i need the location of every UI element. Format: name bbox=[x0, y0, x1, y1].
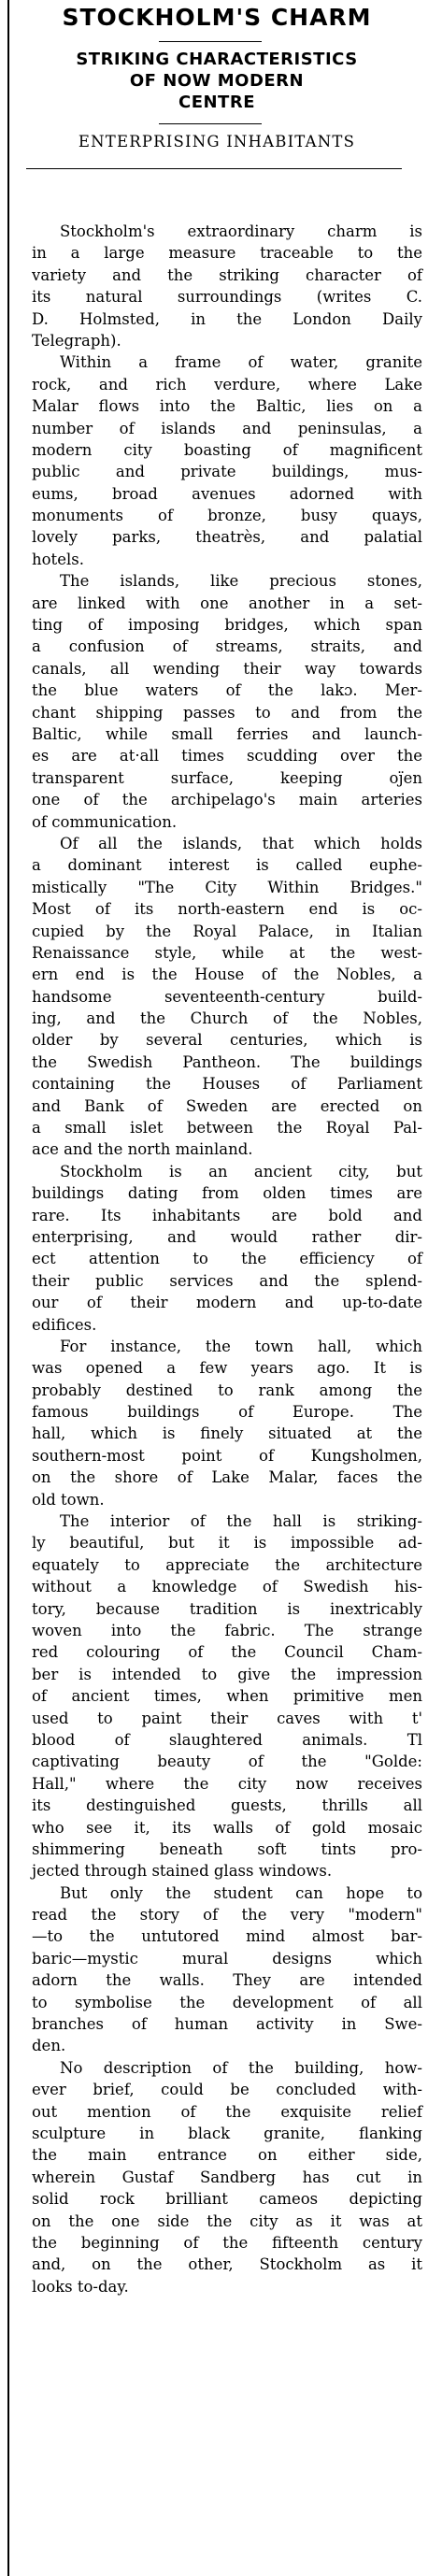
article-line: ever brief, could be concluded with- bbox=[32, 2081, 422, 2099]
article-line: woven into the fabric. The strange bbox=[32, 1622, 422, 1639]
article-line: of ancient times, when primitive men bbox=[32, 1687, 422, 1706]
article-line: red colouring of the Council Cham- bbox=[32, 1643, 422, 1662]
article-line: adorn the walls. They are intended bbox=[32, 1971, 422, 1990]
article-line: probably destined to rank among the bbox=[32, 1381, 422, 1399]
article-line: our of their modern and up-to-date bbox=[32, 1294, 422, 1312]
article-line: the Swedish Pantheon. The buildings bbox=[32, 1052, 422, 1071]
article-line: canals, all wending their way towards bbox=[32, 659, 422, 678]
article-line: their public services and the splend- bbox=[32, 1271, 422, 1290]
article-line: Renaissance style, while at the west- bbox=[32, 943, 422, 962]
article-line: chant shipping passes to and from the bbox=[32, 703, 422, 722]
article-line: baric—mystic mural designs which bbox=[32, 1949, 422, 1968]
article-line: without a knowledge of Swedish his- bbox=[32, 1578, 422, 1596]
article-line: the main entrance on either side, bbox=[32, 2146, 422, 2165]
column-rule bbox=[7, 0, 9, 2576]
article-line: Of all the islands, that which holds bbox=[60, 834, 422, 852]
article-line: one of the archipelago's main arteries bbox=[32, 791, 422, 809]
article-line: its natural surroundings (writes C. bbox=[32, 288, 422, 307]
article-line: on the shore of Lake Malar, faces the bbox=[32, 1468, 422, 1487]
subhead-line-2: OF NOW MODERN bbox=[129, 71, 305, 91]
article-line: —to the untutored mind almost bar- bbox=[32, 1927, 422, 1946]
article-line: ace and the north mainland. bbox=[32, 1140, 253, 1159]
article-line: and Bank of Sweden are erected on bbox=[32, 1096, 422, 1115]
article-line: lovely parks, theatrès, and palatial bbox=[32, 528, 422, 547]
article-line: shimmering beneath soft tints pro- bbox=[32, 1839, 422, 1858]
article-line: Most of its north-eastern end is oc- bbox=[32, 900, 422, 919]
article-line: old town. bbox=[32, 1490, 105, 1509]
article-line: monuments of bronze, busy quays, bbox=[32, 507, 422, 525]
article-line: Within a frame of water, granite bbox=[60, 353, 422, 372]
article-line: enterprising, and would rather dir- bbox=[32, 1227, 422, 1246]
article-line: ect attention to the efficiency of bbox=[32, 1250, 422, 1268]
article-line: The islands, like precious stones, bbox=[60, 572, 422, 591]
subhead-divider bbox=[159, 123, 262, 124]
article-line: transparent surface, keeping oȷ̈en bbox=[32, 768, 422, 787]
article-line: branches of human activity in Swe- bbox=[32, 2015, 422, 2034]
article-line: out mention of the exquisite relief bbox=[32, 2102, 422, 2121]
article-line: in a large measure traceable to the bbox=[32, 244, 422, 263]
article-line: southern-most point of Kungsholmen, bbox=[32, 1446, 422, 1465]
article-line: eums, broad avenues adorned with bbox=[32, 484, 422, 503]
article-line: modern city boasting of magnificent bbox=[32, 440, 422, 459]
article-line: The interior of the hall is striking- bbox=[60, 1512, 422, 1531]
article-line: buildings dating from olden times are bbox=[32, 1184, 422, 1203]
article-line: a confusion of streams, straits, and bbox=[32, 637, 422, 656]
article-line: containing the Houses of Parliament bbox=[32, 1075, 422, 1094]
article-line: D. Holmsted, in the London Daily bbox=[32, 309, 422, 328]
article-line: used to paint their caves with t' bbox=[32, 1709, 422, 1727]
article-line: are linked with one another in a set- bbox=[32, 594, 422, 612]
article-line: jected through stained glass windows. bbox=[32, 1862, 333, 1881]
article-line: captivating beauty of the "Golde: bbox=[32, 1753, 422, 1771]
article-line: No description of the building, how- bbox=[60, 2058, 422, 2077]
article-line: rare. Its inhabitants are bold and bbox=[32, 1206, 422, 1224]
article-line: ern end is the House of the Nobles, a bbox=[32, 966, 422, 984]
article-line: wherein Gustaf Sandberg has cut in bbox=[32, 2168, 422, 2186]
article-line: Baltic, while small ferries and launch- bbox=[32, 724, 422, 743]
article-line: ly beautiful, but it is impossible ad- bbox=[32, 1534, 422, 1553]
article-line: Stockholm's extraordinary charm is bbox=[60, 222, 422, 240]
article-line: ting of imposing bridges, which span bbox=[32, 616, 422, 635]
article-line: hall, which is finely situated at the bbox=[32, 1424, 422, 1443]
article-line: to symbolise the development of all bbox=[32, 1993, 422, 2011]
article-line: was opened a few years ago. It is bbox=[32, 1359, 422, 1378]
article-line: equately to appreciate the architecture bbox=[32, 1555, 422, 1574]
headline-divider bbox=[159, 41, 262, 42]
article-line: blood of slaughtered animals. Tl bbox=[32, 1730, 422, 1749]
article-line: number of islands and peninsulas, a bbox=[32, 419, 422, 437]
headline: STOCKHOLM'S CHARM bbox=[62, 4, 372, 31]
subhead-line-1: STRIKING CHARACTERISTICS bbox=[76, 50, 358, 69]
article-line: ber is intended to give the impression bbox=[32, 1665, 422, 1683]
article-line: Stockholm is an ancient city, but bbox=[60, 1162, 422, 1181]
article-line: handsome seventeenth-century build- bbox=[32, 987, 422, 1006]
article-line: Hall," where the city now receives bbox=[32, 1774, 422, 1793]
article-line: a dominant interest is called euphe- bbox=[32, 856, 422, 875]
article-line: For instance, the town hall, which bbox=[60, 1337, 422, 1355]
article-line: es are at·all times scudding over the bbox=[32, 747, 422, 766]
article-line: read the story of the very "modern" bbox=[32, 1906, 422, 1925]
article-body bbox=[32, 221, 422, 2297]
article-line: mistically "The City Within Bridges." bbox=[32, 878, 422, 896]
article-line: and, on the other, Stockholm as it bbox=[32, 2255, 422, 2274]
article-line: famous buildings of Europe. The bbox=[32, 1403, 422, 1422]
article-line: of communication. bbox=[32, 812, 178, 831]
article-line: variety and the striking character of bbox=[32, 265, 422, 284]
article-line: the blue waters of the lakɔ. Mer- bbox=[32, 681, 422, 700]
article-line: edifices. bbox=[32, 1315, 97, 1334]
article-line: public and private buildings, mus- bbox=[32, 463, 422, 481]
article-line: a small islet between the Royal Pal- bbox=[32, 1119, 422, 1138]
article-line: cupied by the Royal Palace, in Italian bbox=[32, 922, 422, 940]
article-line: on the one side the city as it was at bbox=[32, 2211, 422, 2230]
article-line: looks to-day. bbox=[32, 2277, 129, 2296]
subhead-line-3: CENTRE bbox=[178, 93, 255, 112]
article-line: solid rock brilliant cameos depicting bbox=[32, 2190, 422, 2209]
article-line: ing, and the Church of the Nobles, bbox=[32, 1009, 422, 1028]
article-line: Telegraph). bbox=[32, 331, 121, 350]
section-head: ENTERPRISING INHABITANTS bbox=[78, 133, 356, 150]
article-line: Malar flows into the Baltic, lies on a bbox=[32, 397, 422, 416]
article-line: den. bbox=[32, 2037, 66, 2055]
article-line: sculpture in black granite, flanking bbox=[32, 2124, 422, 2142]
article-line: the beginning of the fifteenth century bbox=[32, 2233, 422, 2252]
section-divider bbox=[26, 168, 402, 169]
article-line: who see it, its walls of gold mosaic bbox=[32, 1818, 422, 1837]
article-line: older by several centuries, which is bbox=[32, 1031, 422, 1050]
article-line: rock, and rich verdure, where Lake bbox=[32, 375, 422, 394]
article-line: its destinguished guests, thrills all bbox=[32, 1796, 422, 1815]
article-line: tory, because tradition is inextricably bbox=[32, 1599, 422, 1618]
article-line: But only the student can hope to bbox=[60, 1883, 422, 1902]
article-line: hotels. bbox=[32, 550, 84, 568]
